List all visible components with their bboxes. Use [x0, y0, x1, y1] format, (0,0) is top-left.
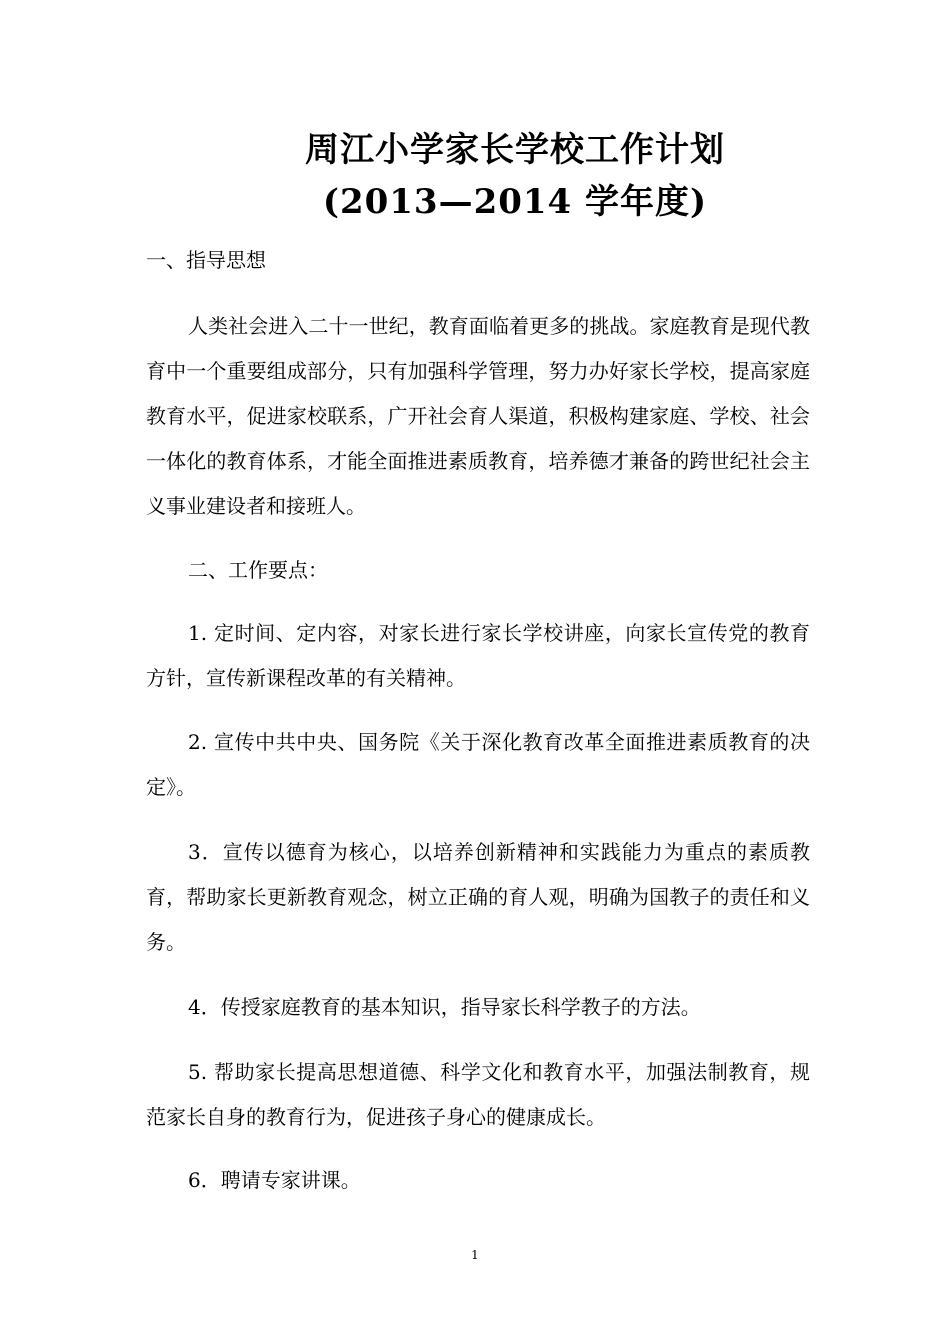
work-point-4: 4．传授家庭教育的基本知识，指导家长科学教子的方法。: [188, 995, 701, 1019]
page-number: 1: [471, 1248, 479, 1262]
work-point-3: 3．宣传以德育为核心，以培养创新精神和实践能力为重点的素质教育，帮助家长更新教育观念，树立正确的育人观，明确为国教子的责任和义务。: [146, 840, 810, 954]
work-point-1: 1. 定时间、定内容，对家长进行家长学校讲座，向家长宣传党的教育方针，宣传新课程改革的有关精神。: [146, 621, 810, 690]
work-point-5: 5. 帮助家长提高思想道德、科学文化和教育水平，加强法制教育，规范家长自身的教育行为，促进孩子身心的健康成长。: [146, 1060, 810, 1129]
guiding-thought-paragraph: 人类社会进入二十一世纪，教育面临着更多的挑战。家庭教育是现代教育中一个重要组成部分，只有加强科学管理，努力办好家长学校，提高家庭教育水平，促进家校联系，广开社会育人渠道，积极构建家庭、学校、社会一体化的教育体系，才能全面推进素质教育，培养德才兼备的跨世纪社会主义事业建设者和接班人。: [146, 314, 810, 518]
section-heading-work-points: 二、工作要点：: [188, 558, 328, 582]
section-heading-guiding-thought: 一、指导思想: [146, 248, 266, 272]
work-point-6: 6．聘请专家讲课。: [188, 1168, 361, 1192]
document-title: 周江小学家长学校工作计划: [305, 130, 725, 170]
document-subtitle-year: (2013—2014 学年度): [322, 182, 708, 222]
work-point-2: 2. 宣传中共中央、国务院《关于深化教育改革全面推进素质教育的决定》。: [146, 730, 810, 799]
